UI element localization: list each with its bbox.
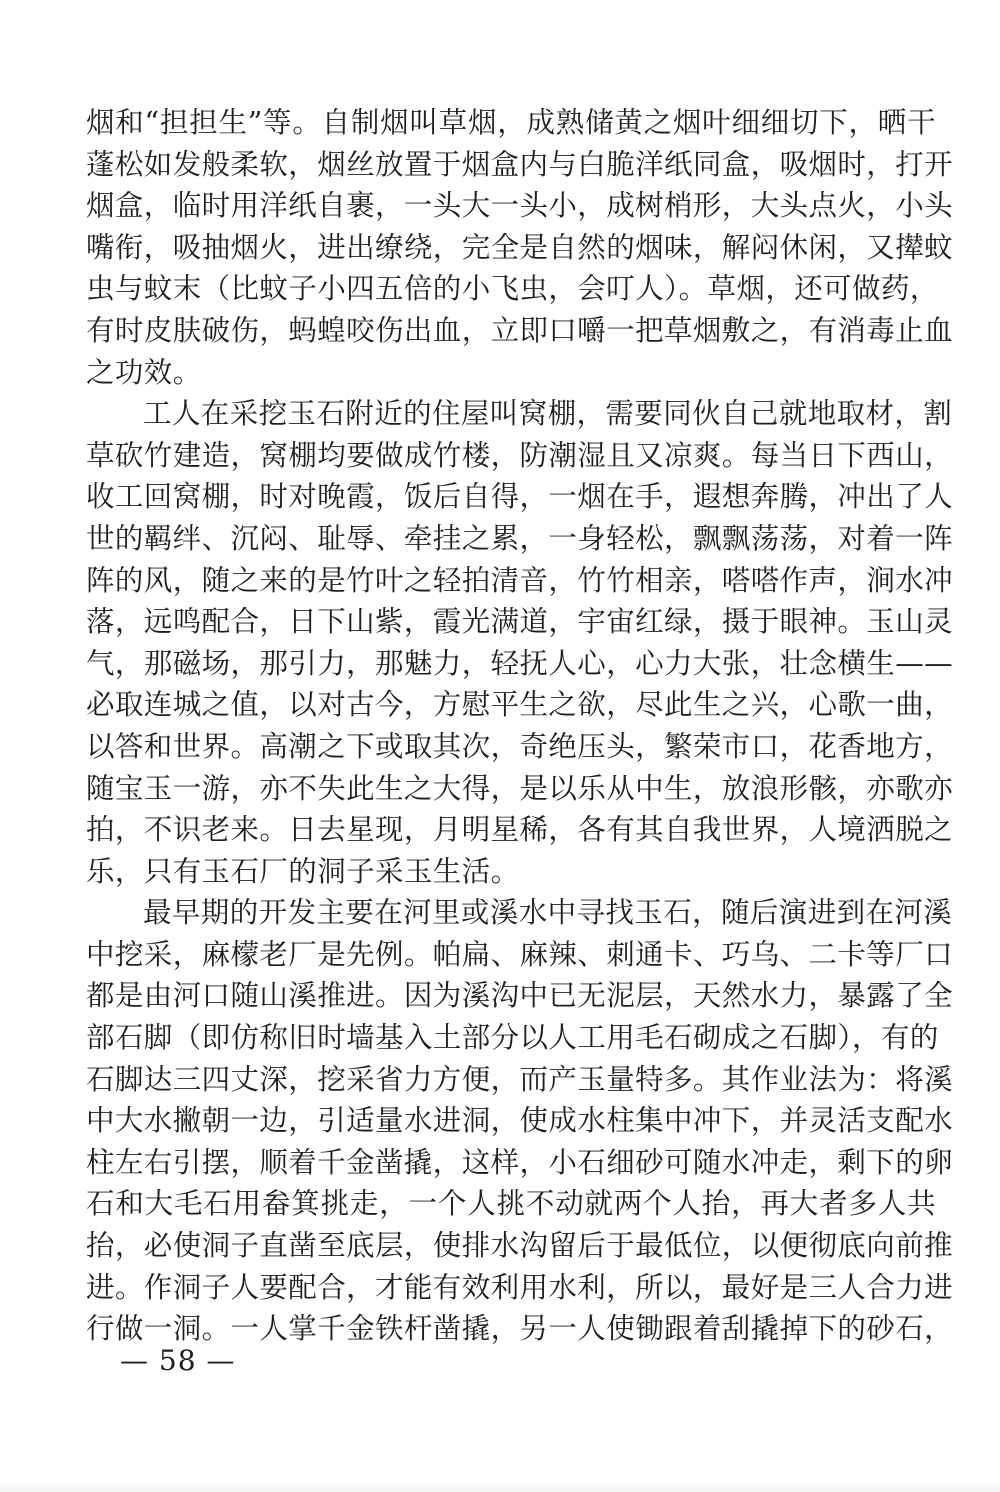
text-line: 石脚达三四丈深，挖采省力方便，而产玉量特多。其作业法为：将溪 [86, 1062, 954, 1096]
page-number: — 58 — [120, 1344, 236, 1377]
paragraph [86, 393, 954, 892]
text-line: 随宝玉一游，亦不失此生之大得，是以乐从中生，放浪形骸，亦歌亦 [86, 771, 954, 805]
text-line: 虫与蚊末（比蚊子小四五倍的小飞虫，会叮人）。草烟，还可做药， [86, 272, 939, 306]
text-line: 行做一洞。一人掌千金铁杆凿撬，另一人使锄跟着刮撬掉下的砂石， [86, 1312, 954, 1346]
text-line: 嘴衔，吸抽烟火，进出缭绕，完全是自然的烟味，解闷休闲，又撵蚊 [86, 230, 954, 264]
text-line: 中大水撇朝一边，引适量水进洞，使成水柱集中冲下，并灵活支配水 [86, 1104, 954, 1138]
text-line: 有时皮肤破伤，蚂蝗咬伤出血，立即口嚼一把草烟敷之，有消毒止血 [86, 313, 954, 347]
paragraph [86, 892, 954, 1350]
text-line: 之功效。 [86, 355, 202, 389]
text-line: 烟和“担担生”等。自制烟叫草烟，成熟储黄之烟叶细细切下，晒干 [86, 106, 936, 139]
text-line: 阵的风，随之来的是竹叶之轻拍清音，竹竹相亲，嗒嗒作声，涧水冲 [86, 563, 954, 597]
scan-bottom-edge [0, 1482, 1000, 1492]
text-line: 烟盒，临时用洋纸自裹，一头大一头小，成树梢形，大头点火，小头 [86, 189, 954, 223]
text-line: 进。作洞子人要配合，才能有效利用水利，所以，最好是三人合力进 [86, 1270, 954, 1304]
text-line: 工人在采挖玉石附近的住屋叫窝棚，需要同伙自己就地取材，割 [143, 397, 953, 431]
text-line: 中挖采，麻檬老厂是先例。帕扁、麻辣、刺通卡、巧乌、二卡等厂口 [86, 937, 954, 971]
text-line: 部石脚（即仿称旧时墙基入土部分以人工用毛石砌成之石脚），有的 [86, 1021, 939, 1055]
paragraph [86, 102, 954, 393]
text-line: 草砍竹建造，窝棚均要做成竹楼，防潮湿且又凉爽。每当日下西山， [86, 438, 954, 472]
text-line: 气，那磁场，那引力，那魅力，轻抚人心，心力大张，壮念横生—— [86, 646, 954, 680]
text-line: 都是由河口随山溪推进。因为溪沟中已无泥层，天然水力，暴露了全 [86, 979, 954, 1013]
text-line: 乐，只有玉石厂的洞子采玉生活。 [86, 854, 520, 888]
text-line: 世的羁绊、沉闷、耻辱、牵挂之累，一身轻松，飘飘荡荡，对着一阵 [86, 521, 954, 555]
text-line: 落，远鸣配合，日下山紫，霞光满道，宇宙红绿，摄于眼神。玉山灵 [86, 605, 954, 639]
text-line: 石和大毛石用畚箕挑走，一个人挑不动就两个人抬，再大者多人共 [86, 1187, 936, 1221]
text-line: 收工回窝棚，时对晚霞，饭后自得，一烟在手，遐想奔腾，冲出了人 [86, 480, 954, 514]
text-line: 抬，必使洞子直凿至底层，使排水沟留后于最低位，以便彻底向前推 [86, 1229, 954, 1263]
text-line: 必取连城之值，以对古今，方慰平生之欲，尽此生之兴，心歌一曲， [86, 688, 954, 722]
text-line: 柱左右引摆，顺着千金凿撬，这样，小石细砂可随水冲走，剩下的卵 [86, 1145, 954, 1179]
text-line: 以答和世界。高潮之下或取其次，奇绝压头，繁荣市口，花香地方， [86, 729, 954, 763]
text-line: 最早期的开发主要在河里或溪水中寻找玉石，随后演进到在河溪 [143, 896, 953, 930]
body-text [86, 102, 954, 1350]
text-line: 拍，不识老来。日去星现，月明星稀，各有其自我世界，人境洒脱之 [86, 813, 954, 847]
text-line: 蓬松如发般柔软，烟丝放置于烟盒内与白脆洋纸同盒，吸烟时，打开 [86, 147, 954, 181]
